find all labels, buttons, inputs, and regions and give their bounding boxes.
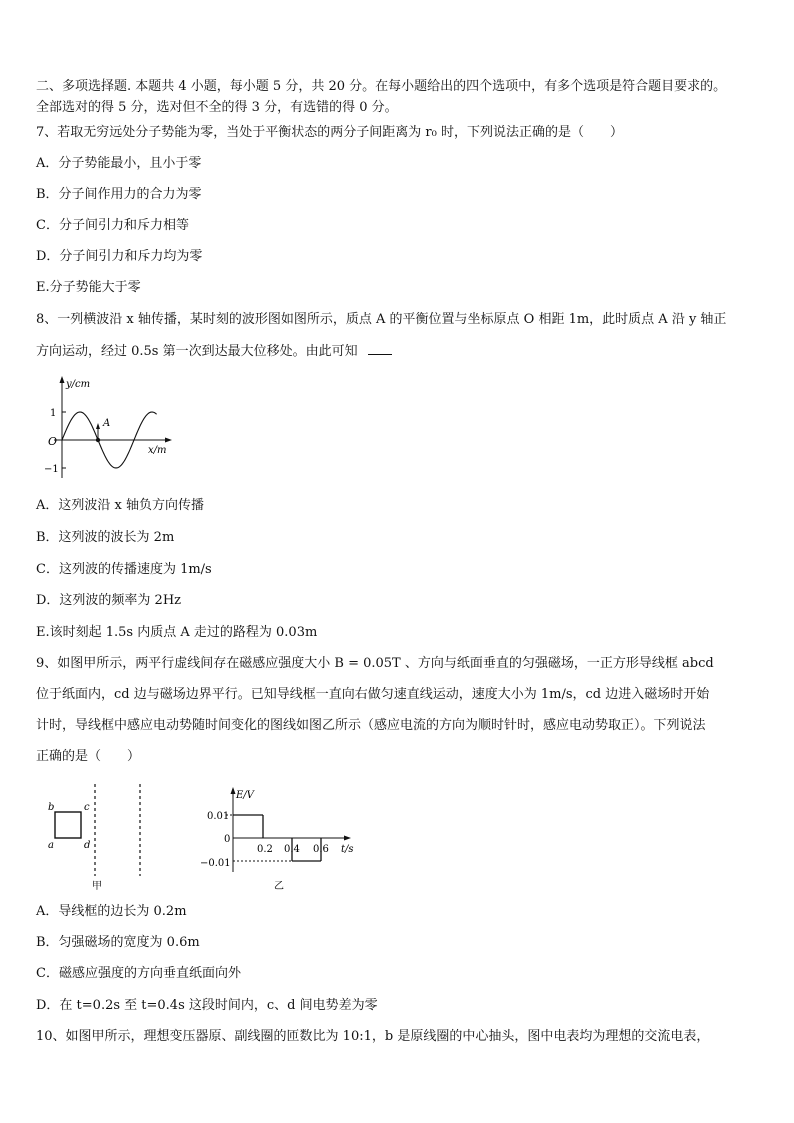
q9-option-b: B．匀强磁场的宽度为 0.6m: [36, 935, 200, 950]
t-axis-label: t/s: [341, 844, 354, 855]
e-axis-arrow: [231, 787, 236, 794]
e-pos-label: 0.01: [207, 811, 230, 822]
origin-label: O: [48, 435, 58, 448]
q7-option-c: C．分子间引力和斥力相等: [36, 218, 189, 233]
y-axis-label: y/cm: [66, 379, 91, 390]
tick-neg-label: −1: [44, 464, 59, 475]
e-zero-label: 0: [224, 834, 231, 845]
t-tick-0-4: 0.4: [284, 844, 300, 855]
square-coil: [55, 812, 81, 838]
point-a-label: A: [103, 418, 111, 429]
q8-option-a: A．这列波沿 x 轴负方向传播: [36, 498, 204, 513]
q8-stem-line-1: 8、一列横波沿 x 轴传播，某时刻的波形图如图所示，质点 A 的平衡位置与坐标原点 O 相距 1m，此时质点 A 沿 y 轴正: [36, 312, 727, 327]
t-axis-arrow: [344, 836, 351, 841]
q9-stem-line-1: 9、如图甲所示，两平行虚线间存在磁感应强度大小 B = 0.05T 、方向与纸面垂直的匀强磁场，一正方形导线框 abcd: [36, 656, 714, 671]
q7-stem: 7、若取无穷远处分子势能为零，当处于平衡状态的两分子间距离为 r₀ 时，下列说法正确的是（ ）: [36, 125, 623, 140]
q8-option-d: D．这列波的频率为 2Hz: [36, 593, 182, 608]
t-tick-0-2: 0.2: [257, 844, 273, 855]
q8-option-e: E.该时刻起 1.5s 内质点 A 走过的路程为 0.03m: [36, 625, 318, 640]
corner-a-label: a: [48, 840, 54, 851]
q9-option-c: C．磁感应强度的方向垂直纸面向外: [36, 966, 241, 981]
corner-c-label: c: [84, 802, 90, 813]
q9-stem-line-2: 位于纸面内，cd 边与磁场边界平行。已知导线框一直向右做匀速直线运动，速度大小为 1m/s，cd 边进入磁场时开始: [36, 687, 710, 702]
q10-stem-line-1: 10、如图甲所示，理想变压器原、副线圈的匝数比为 10:1，b 是原线圈的中心抽头，图中电表均为理想的交流电表，: [36, 1029, 710, 1044]
q7-option-b: B．分子间作用力的合力为零: [36, 187, 202, 202]
q8-stem-line-2: [36, 342, 392, 361]
q8-stem-text: 方向运动，经过 0.5s 第一次到达最大位移处。由此可知: [36, 344, 358, 359]
q9-option-a: A．导线框的边长为 0.2m: [36, 904, 187, 919]
point-a-arrowhead: [96, 423, 100, 429]
x-axis-arrow: [165, 438, 172, 443]
e-neg-label: −0.01: [200, 858, 231, 869]
x-axis-label: x/m: [148, 445, 167, 456]
answer-blank: [368, 342, 392, 355]
section-header-line-1: 二、多项选择题. 本题共 4 小题，每小题 5 分，共 20 分。在每小题给出的四个选项中，有多个选项是符合题目要求的。: [36, 79, 727, 94]
q9-stem-line-3: 计时，导线框中感应电动势随时间变化的图线如图乙所示（感应电流的方向为顺时针时，感应电动势取正）。下列说法: [36, 718, 706, 733]
tick-pos-label: 1: [50, 408, 57, 419]
figure-jia-caption: 甲: [92, 881, 102, 892]
figure-yi-caption: 乙: [274, 881, 284, 892]
corner-d-label: d: [84, 840, 91, 851]
e-axis-label: E/V: [236, 790, 254, 801]
y-axis-arrow: [60, 376, 65, 383]
q9-stem-line-4: 正确的是（ ）: [36, 749, 141, 764]
section-header-line-2: 全部选对的得 5 分，选对但不全的得 3 分，有选错的得 0 分。: [36, 100, 398, 115]
q8-option-b: B．这列波的波长为 2m: [36, 530, 175, 545]
corner-b-label: b: [48, 802, 55, 813]
q9-figure-jia: [40, 780, 170, 895]
q7-option-a: A．分子势能最小，且小于零: [36, 156, 202, 171]
q7-option-e: E.分子势能大于零: [36, 280, 141, 295]
t-tick-0-6: 0.6: [313, 844, 329, 855]
q7-option-d: D．分子间引力和斥力均为零: [36, 249, 203, 264]
q9-figure-yi: [196, 782, 366, 894]
q8-option-c: C．这列波的传播速度为 1m/s: [36, 562, 212, 577]
q9-option-d: D．在 t=0.2s 至 t=0.4s 这段时间内，c、d 间电势差为零: [36, 998, 378, 1013]
q8-wave-figure: [40, 374, 180, 486]
